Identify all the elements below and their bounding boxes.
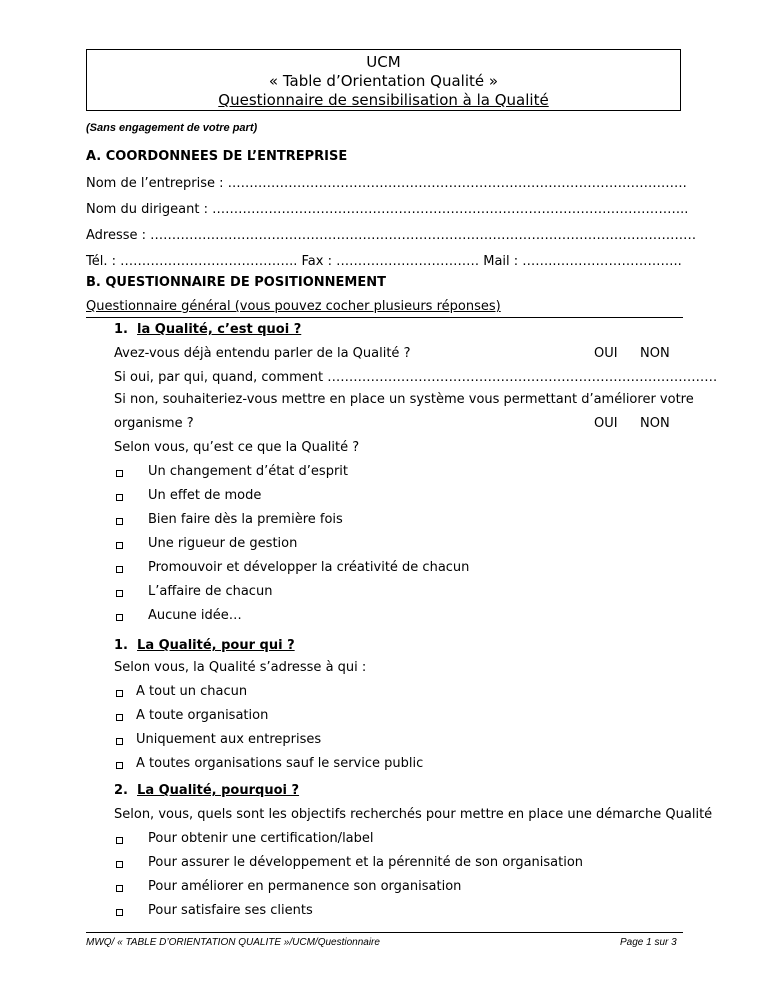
section-b-subtitle: Questionnaire général (vous pouvez cocher plusieurs réponses) [86,299,501,314]
document-title-box [86,49,681,111]
field-company-name[interactable]: Nom de l’entreprise : ……………………………………………………………………………………………. [86,176,687,191]
checkbox-icon[interactable] [116,762,123,769]
checkbox-icon[interactable] [116,494,123,501]
checkbox-icon[interactable] [116,738,123,745]
checkbox-icon[interactable] [116,614,123,621]
q3-intro: Selon, vous, quels sont les objectifs recherchés pour mettre en place une démarche Qualité [114,807,713,822]
checkbox-icon[interactable] [116,566,123,573]
q1-if-yes-line[interactable]: Si oui, par qui, quand, comment ……………………………………………………………………………… [114,370,718,385]
q1-definition-question: Selon vous, qu’est ce que la Qualité ? [114,440,360,455]
q3-option-label: Pour obtenir une certification/label [148,831,374,846]
title-line-ucm: UCM [366,53,401,71]
checkbox-icon[interactable] [116,714,123,721]
checkbox-icon[interactable] [116,518,123,525]
q1-option-label: Un changement d’état d’esprit [148,464,348,479]
q3-option-label: Pour améliorer en permanence son organisation [148,879,462,894]
q2-option-label: A tout un chacun [136,684,248,699]
q1-heard-question: Avez-vous déjà entendu parler de la Qualité ? [114,346,411,361]
q3-title: La Qualité, pourquoi ? [137,783,300,798]
checkbox-icon[interactable] [116,690,123,697]
field-contact[interactable]: Tél. : ………………………………….. Fax : …………………………… Mail : ……..……………………….. [86,254,682,269]
q1-heard-non[interactable]: NON [640,346,670,361]
q1-option-label: L’affaire de chacun [148,584,273,599]
checkbox-icon[interactable] [116,590,123,597]
q2-option-label: A toute organisation [136,708,269,723]
section-a-title: A. COORDONNEES DE L’ENTREPRISE [86,149,348,164]
title-line-questionnaire: Questionnaire de sensibilisation à la Qualité [218,91,549,109]
checkbox-icon[interactable] [116,885,123,892]
q3-heading [114,783,299,798]
q1-option-label: Un effet de mode [148,488,262,503]
q1-system-oui[interactable]: OUI [594,416,618,431]
q1-option-label: Bien faire dès la première fois [148,512,343,527]
footer-divider [86,932,683,933]
engagement-note: (Sans engagement de votre part) [86,122,258,134]
checkbox-icon[interactable] [116,837,123,844]
q2-number: 1. [114,638,128,653]
field-manager-name[interactable]: Nom du dirigeant : ……………………………………………………………………………………………….. [86,202,689,217]
q1-organisme-line: organisme ? [114,416,194,431]
q1-system-non[interactable]: NON [640,416,670,431]
footer-page-number: Page 1 sur 3 [620,937,677,948]
q2-title: La Qualité, pour qui ? [137,638,295,653]
section-b-title: B. QUESTIONNAIRE DE POSITIONNEMENT [86,275,386,290]
q2-option-label: A toutes organisations sauf le service public [136,756,424,771]
q1-number: 1. [114,322,128,337]
q2-option-label: Uniquement aux entreprises [136,732,322,747]
footer-reference: MWQ/ « TABLE D’ORIENTATION QUALITE »/UCM/Questionnaire [86,937,380,948]
q1-title: la Qualité, c’est quoi ? [137,322,302,337]
title-line-table: « Table d’Orientation Qualité » [268,72,499,90]
q1-option-label: Aucune idée… [148,608,242,623]
field-address[interactable]: Adresse : ……………………………………………………………………………………………………………… [86,228,697,243]
checkbox-icon[interactable] [116,542,123,549]
checkbox-icon[interactable] [116,861,123,868]
q1-option-label: Promouvoir et développer la créativité de chacun [148,560,470,575]
q1-heard-oui[interactable]: OUI [594,346,618,361]
q3-option-label: Pour satisfaire ses clients [148,903,313,918]
section-divider [86,317,683,318]
checkbox-icon[interactable] [116,470,123,477]
q2-heading [114,638,295,653]
q1-heading [114,322,301,337]
q1-option-label: Une rigueur de gestion [148,536,298,551]
q3-option-label: Pour assurer le développement et la pérennité de son organisation [148,855,584,870]
q1-if-no-line: Si non, souhaiteriez-vous mettre en place un système vous permettant d’améliorer votre [114,392,694,407]
checkbox-icon[interactable] [116,909,123,916]
q2-intro: Selon vous, la Qualité s’adresse à qui : [114,660,367,675]
q3-number: 2. [114,783,128,798]
